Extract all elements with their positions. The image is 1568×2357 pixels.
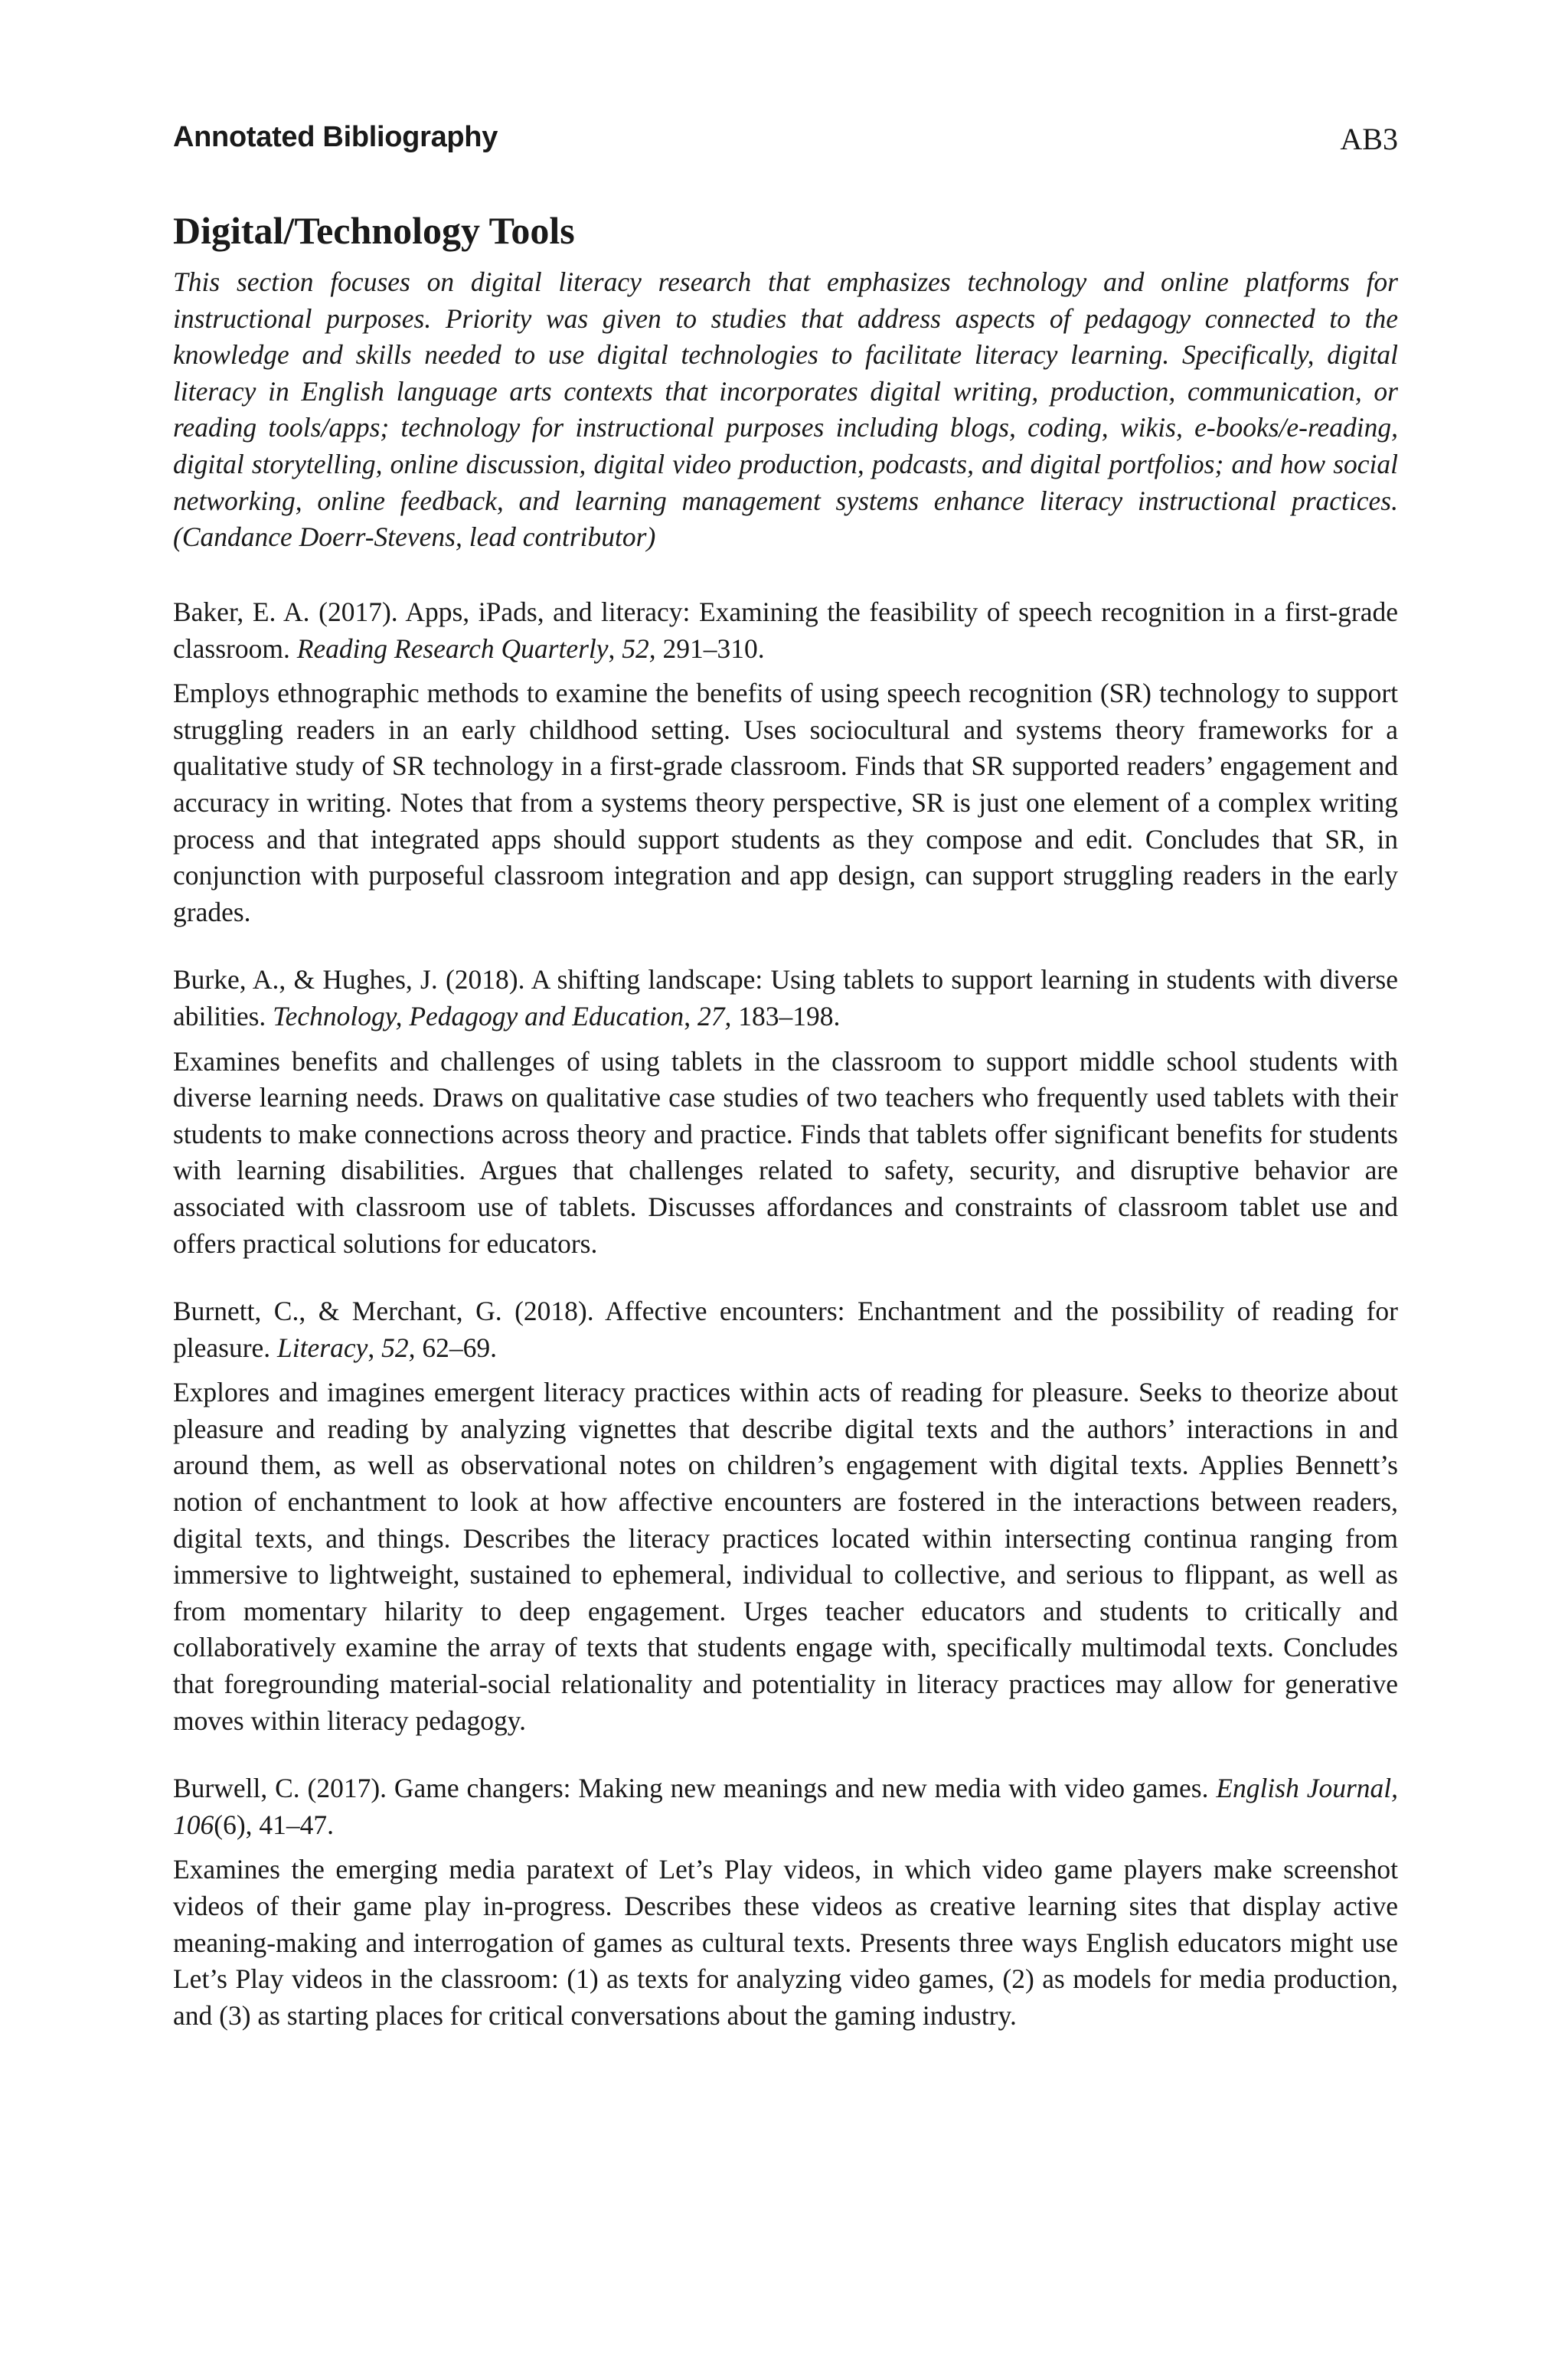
citation-pages: 291–310. [655, 633, 765, 664]
citation-text: Burwell, C. (2017). Game changers: Making new meanings and new media with video games. [173, 1773, 1217, 1804]
citation-pages: (6), 41–47. [214, 1809, 335, 1840]
citation [173, 1293, 1398, 1366]
bibliography-entry [173, 594, 1398, 930]
citation-separator: , [608, 633, 622, 664]
running-head [173, 121, 1398, 159]
annotation: Explores and imagines emergent literacy practices within acts of reading for pleasure. Seeks to theorize about pleasure and reading by analyzing vignettes that describe digital texts and the authors’ interactions in and around them, as well as observational notes on children’s engagement with digital texts. Applies Bennett’s notion of enchantment to look at how affective encounters are fostered in the interactions between readers, digital texts, and things. Describes the literacy practices located within intersecting continua ranging from immersive to lightweight, sustained to ephemeral, individual to collective, and serious to flippant, as well as from momentary hilarity to deep engagement. Urges teacher educators and students to critically and collaboratively examine the array of texts that students engage with, specifically multimodal texts. Concludes that foregrounding material-social relationality and potentiality in literacy practices may allow for generative moves within literacy pedagogy. [173, 1377, 1398, 1736]
journal-title: Reading Research Quarterly [296, 633, 609, 664]
journal-volume: 52, [622, 633, 656, 664]
journal-volume: 106 [173, 1809, 214, 1840]
bibliography-entry [173, 1770, 1398, 2034]
annotation: Examines benefits and challenges of using tablets in the classroom to support middle school students with diverse learning needs. Draws on qualitative case studies of two teachers who frequently used tablets with their students to make connections across theory and practice. Finds that tablets offer significant benefits for students with learning disabilities. Argues that challenges related to safety, security, and disruptive behavior are associated with classroom use of tablets. Discusses affordances and constraints of classroom tablet use and offers practical solutions for educators. [173, 1045, 1398, 1259]
journal-volume: 27, [697, 1000, 732, 1031]
page-number: AB3 [1340, 122, 1398, 156]
citation [173, 594, 1398, 667]
annotation: Employs ethnographic methods to examine the benefits of using speech recognition (SR) technology to support struggling readers in an early childhood setting. Uses sociocultural and systems theory frameworks for a qualitative study of SR technology in a first-grade classroom. Finds that SR supported readers’ engagement and accuracy in writing. Notes that from a systems theory perspective, SR is just one element of a complex writing process and that integrated apps should support students as they compose and edit. Concludes that SR, in conjunction with purposeful classroom integration and app design, can support struggling readers in the early grades. [173, 678, 1398, 927]
citation-pages: 183–198. [731, 1000, 841, 1031]
citation-separator: , [684, 1000, 697, 1031]
citation-text: Burnett, C., & Merchant, G. (2018). Affective encounters: Enchantment and the possibility of reading for pleasure. [173, 1296, 1398, 1363]
bibliography-entry [173, 962, 1398, 1262]
bibliography-entry [173, 1293, 1398, 1739]
citation-separator: , [368, 1332, 382, 1363]
running-head-title: Annotated Bibliography [173, 121, 498, 153]
annotation: Examines the emerging media paratext of Let’s Play videos, in which video game players make screenshot videos of their game play in-progress. Describes these videos as creative learning sites that display active meaning-making and interrogation of games as cultural texts. Presents three ways English educators might use Let’s Play videos in the classroom: (1) as texts for analyzing video games, (2) as models for media production, and (3) as starting places for critical conversations about the gaming industry. [173, 1854, 1398, 2031]
citation-text: Burke, A., & Hughes, J. (2018). A shifting landscape: Using tablets to support learning in students with diverse abilities. [173, 964, 1398, 1031]
bibliography-entries [173, 594, 1398, 2065]
section-intro: This section focuses on digital literacy research that emphasizes technology and online platforms for instructional purposes. Priority was given to studies that address aspects of pedagogy connected to the knowledge and skills needed to use digital technologies to facilitate literacy learning. Specifically, digital literacy in English language arts contexts that incorporates digital writing, production, communication, or reading tools/apps; technology for instructional purposes including blogs, coding, wikis, e-books/e-reading, digital storytelling, online discussion, digital video production, podcasts, and digital portfolios; and how social networking, online feedback, and learning management systems enhance literacy instructional practices. (Candance Doerr-Stevens, lead contributor) [173, 266, 1398, 553]
section-title: Digital/Technology Tools [173, 209, 575, 252]
journal-title: English Journal, [1216, 1773, 1398, 1804]
citation-pages: 62–69. [415, 1332, 497, 1363]
citation-text: Baker, E. A. (2017). Apps, iPads, and literacy: Examining the feasibility of speech recognition in a first-grade classroom. [173, 597, 1398, 664]
citation [173, 962, 1398, 1035]
journal-title: Literacy [277, 1332, 368, 1363]
journal-volume: 52, [381, 1332, 416, 1363]
journal-title: Technology, Pedagogy and Education [273, 1000, 684, 1031]
citation [173, 1770, 1398, 1843]
